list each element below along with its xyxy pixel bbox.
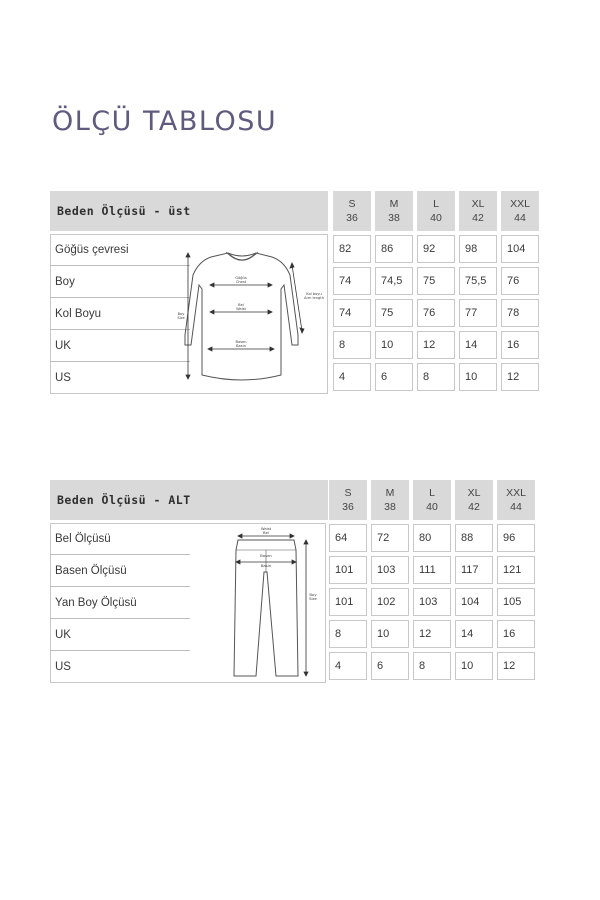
value-cell: 10	[375, 331, 413, 359]
row-divider	[50, 329, 190, 330]
value-cell: 101	[329, 556, 367, 584]
value-cell: 12	[501, 363, 539, 391]
value-cell: 14	[455, 620, 493, 648]
value-cell: 96	[497, 524, 535, 552]
value-cell: 92	[417, 235, 455, 263]
size-header-xl: XL 42	[459, 191, 497, 231]
size-header-xxl: XXL 44	[501, 191, 539, 231]
value-cell: 6	[371, 652, 409, 680]
row-divider	[50, 297, 190, 298]
side-label: Boy	[309, 592, 317, 597]
value-cell: 102	[371, 588, 409, 616]
value-cell: 105	[497, 588, 535, 616]
waist-label: Bel	[238, 303, 244, 307]
value-cell: 6	[375, 363, 413, 391]
value-cell: 117	[455, 556, 493, 584]
value-cell: 76	[417, 299, 455, 327]
row-divider	[50, 650, 190, 651]
value-cell: 74,5	[375, 267, 413, 295]
page-title: ÖLÇÜ TABLOSU	[52, 106, 278, 137]
value-cell: 82	[333, 235, 371, 263]
value-cell: 75	[417, 267, 455, 295]
table-header	[50, 480, 538, 520]
value-cell: 121	[497, 556, 535, 584]
value-cell: 4	[329, 652, 367, 680]
size-header-l: L 40	[413, 480, 451, 520]
row-label: US	[55, 661, 71, 673]
value-cell: 75	[375, 299, 413, 327]
table-heading: Beden Ölçüsü - üst	[50, 191, 328, 231]
value-cell: 4	[333, 363, 371, 391]
value-cell: 8	[413, 652, 451, 680]
waist-label-tr: Bel	[263, 530, 269, 535]
value-cell: 78	[501, 299, 539, 327]
hem-label: Basen	[235, 340, 247, 344]
pants-diagram	[218, 526, 318, 682]
length-label: Boy	[177, 312, 185, 316]
value-cell: 74	[333, 267, 371, 295]
value-cell: 12	[417, 331, 455, 359]
value-cell: 75,5	[459, 267, 497, 295]
value-cell: 10	[371, 620, 409, 648]
value-cell: 12	[497, 652, 535, 680]
waist-label-en: Waist	[236, 307, 246, 311]
chest-label: Göğüs	[235, 276, 247, 280]
row-label: US	[55, 372, 71, 384]
value-cell: 77	[459, 299, 497, 327]
value-cell: 86	[375, 235, 413, 263]
size-header-l: L 40	[417, 191, 455, 231]
value-cell: 16	[497, 620, 535, 648]
value-cell: 72	[371, 524, 409, 552]
value-cell: 101	[329, 588, 367, 616]
value-cell: 111	[413, 556, 451, 584]
value-cell: 103	[371, 556, 409, 584]
value-cell: 76	[501, 267, 539, 295]
row-divider	[50, 586, 190, 587]
waist-label: Waist	[260, 526, 272, 531]
value-cell: 16	[501, 331, 539, 359]
row-label: Basen Ölçüsü	[55, 565, 127, 577]
size-header-xl: XL 42	[455, 480, 493, 520]
hip-label: Basen	[260, 553, 272, 558]
sleeve-label-en: Arm length	[304, 296, 324, 300]
size-header-m: M 38	[375, 191, 413, 231]
length-label-en: Size	[177, 316, 185, 320]
table-heading: Beden Ölçüsü - ALT	[50, 480, 328, 520]
row-label: UK	[55, 629, 71, 641]
side-label-en: Size	[309, 596, 317, 601]
value-cell: 80	[413, 524, 451, 552]
row-label: Göğüs çevresi	[55, 244, 129, 256]
row-label: Boy	[55, 276, 75, 288]
table-header	[50, 191, 538, 231]
row-label: Kol Boyu	[55, 308, 102, 320]
size-header-s: S 36	[329, 480, 367, 520]
value-cell: 103	[413, 588, 451, 616]
row-label: Yan Boy Ölçüsü	[55, 597, 137, 609]
value-cell: 104	[455, 588, 493, 616]
size-header-m: M 38	[371, 480, 409, 520]
row-divider	[50, 618, 190, 619]
value-cell: 88	[455, 524, 493, 552]
size-header-s: S 36	[333, 191, 371, 231]
value-cell: 12	[413, 620, 451, 648]
size-header-xxl: XXL 44	[497, 480, 535, 520]
row-divider	[50, 361, 190, 362]
value-cell: 8	[417, 363, 455, 391]
hem-label-en: Basin	[236, 344, 246, 348]
value-cell: 14	[459, 331, 497, 359]
value-cell: 10	[459, 363, 497, 391]
value-cell: 8	[333, 331, 371, 359]
row-label: Bel Ölçüsü	[55, 533, 111, 545]
shirt-diagram	[177, 245, 324, 391]
value-cell: 74	[333, 299, 371, 327]
value-cell: 104	[501, 235, 539, 263]
sleeve-label: Kol boyu	[306, 292, 322, 296]
value-cell: 64	[329, 524, 367, 552]
value-cell: 8	[329, 620, 367, 648]
value-cell: 98	[459, 235, 497, 263]
chest-label-en: Chest	[235, 280, 247, 284]
value-cell: 10	[455, 652, 493, 680]
row-divider	[50, 265, 190, 266]
hip-label-en: Basin	[260, 563, 272, 568]
row-label: UK	[55, 340, 71, 352]
row-divider	[50, 554, 190, 555]
